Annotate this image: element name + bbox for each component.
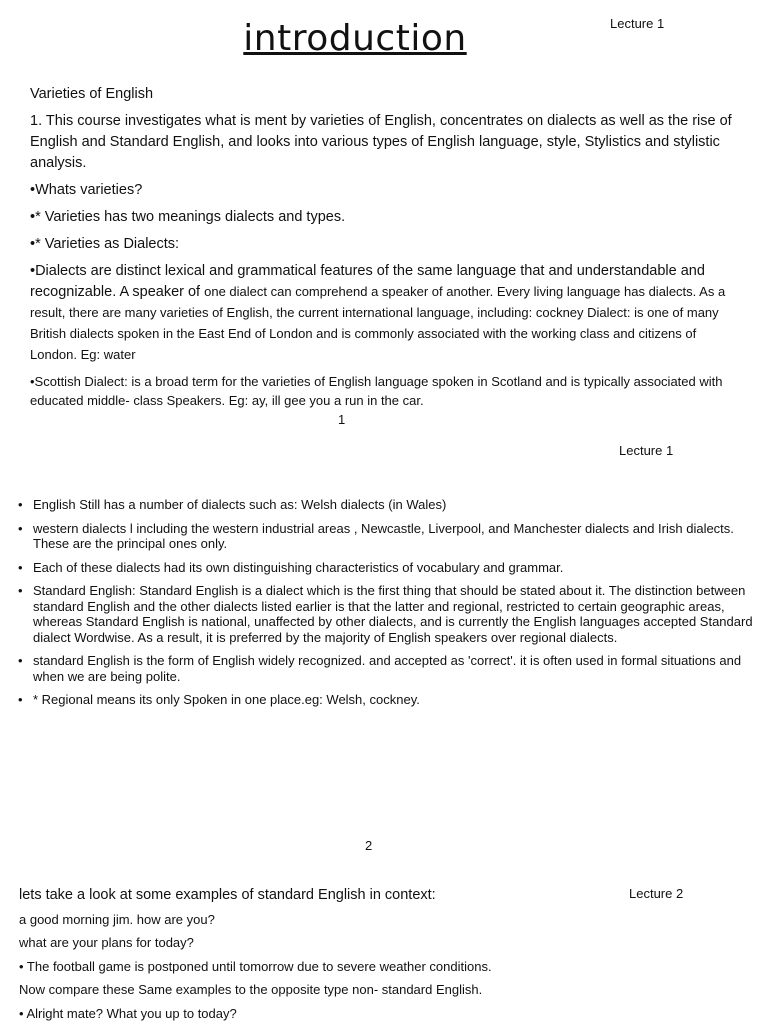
bullet-icon: • xyxy=(18,520,23,536)
paragraph: 1. This course investigates what is ment by varieties of English, concentrates on dialects as well as the rise of English and Standard English, and looks into various types of English language, style, Stylistics and stylistic analysis. xyxy=(30,113,732,171)
list-item xyxy=(18,653,753,684)
section-heading: Varieties of English xyxy=(30,86,154,102)
page2-body xyxy=(18,497,753,716)
lecture-label: Lecture 1 xyxy=(619,443,674,458)
list-item xyxy=(18,497,753,513)
dialects-text-large: •Dialects are distinct lexical and grammatical features of the same language that and understandable and recognizable. A speaker of xyxy=(30,263,705,300)
list-item: •* Varieties as Dialects: xyxy=(30,236,180,252)
bullet-icon: • xyxy=(18,692,23,707)
page3-body xyxy=(19,884,619,1024)
page-number: 1 xyxy=(338,412,346,427)
list-item-text: * Regional means its only Spoken in one place.eg: Welsh, cockney. xyxy=(33,692,420,707)
example-line: • The football game is postponed until tomorrow due to severe weather conditions. xyxy=(19,958,492,974)
dialects-text-small: one dialect can comprehend a speaker of another. Every living language has dialects. As a result, there are many varieties of English, the current international language, including: cockney Dialect: is one of many British dialects spoken in the East End of London and is commonly associated with the working class and citizens of London. Eg: water xyxy=(30,284,726,362)
list-item: •* Varieties has two meanings dialects and types. xyxy=(30,209,346,225)
page-title: introduction xyxy=(243,18,467,59)
lecture-label: Lecture 2 xyxy=(629,886,684,901)
bullet-icon: • xyxy=(18,653,23,668)
example-line: what are your plans for today? xyxy=(19,935,194,950)
list-item-text: standard English is the form of English widely recognized. and accepted as 'correct'. it is often used in formal situations and when we are being polite. xyxy=(33,653,742,684)
page-number: 2 xyxy=(365,838,373,853)
list-item-text: Standard English: Standard English is a dialect which is the first thing that should be stated about it. The distinction between standard English and the other dialects listed earlier is that the latter and regional, restricted to certain geographic areas, whereas Standard English is national, unaffected by other dialects, and is currently the English languages accepted Standard dialect Wordwise. As a result, it is preferred by the majority of English speakers over regional dialects. xyxy=(33,583,753,645)
list-item xyxy=(18,583,753,645)
example-line: • Alright mate? What you up to today? xyxy=(19,1005,237,1021)
bullet-icon: • xyxy=(18,559,23,575)
bullet-list xyxy=(18,497,753,708)
list-item-text: Each of these dialects had its own distinguishing characteristics of vocabulary and grammar. xyxy=(33,559,564,575)
lecture-label: Lecture 1 xyxy=(610,16,665,31)
list-item-text: western dialects l including the western industrial areas , Newcastle, Liverpool, and Manchester dialects and Irish dialects. These are the principal ones only. xyxy=(33,520,734,551)
list-item: •Whats varieties? xyxy=(30,182,143,198)
example-line: Now compare these Same examples to the opposite type non- standard English. xyxy=(19,982,483,997)
paragraph-dialects xyxy=(30,261,742,366)
bullet-icon: • xyxy=(18,497,23,512)
example-line: a good morning jim. how are you? xyxy=(19,911,215,927)
list-item-text: English Still has a number of dialects such as: Welsh dialects (in Wales) xyxy=(33,497,447,512)
paragraph-scottish: •Scottish Dialect: is a broad term for the varieties of English language spoken in Scotland and is typically associated with educated middle- class Speakers. Eg: ay, ill gee you a run in the car. xyxy=(30,374,723,408)
page1-body xyxy=(30,84,742,416)
section-heading: lets take a look at some examples of standard English in context: xyxy=(19,887,436,903)
list-item xyxy=(18,692,753,708)
list-item xyxy=(18,560,753,576)
list-item xyxy=(18,521,753,552)
bullet-icon: • xyxy=(18,583,23,598)
